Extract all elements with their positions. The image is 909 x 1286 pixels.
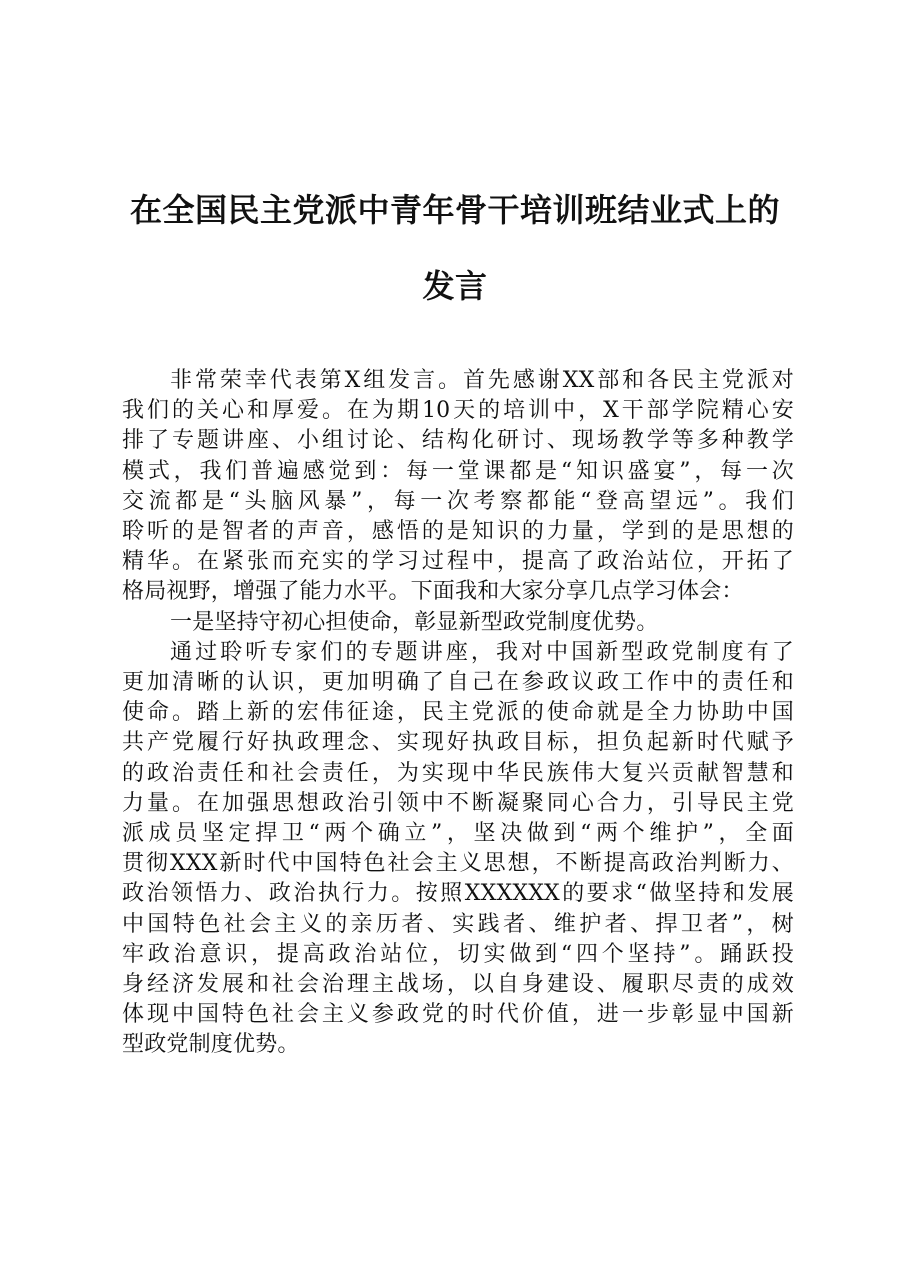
paragraph-line: 通过聆听专家们的专题讲座，我对中国新型政党制度有了 bbox=[170, 639, 794, 665]
paragraph-line: 格局视野，增强了能力水平。下面我和大家分享几点学习体会： bbox=[122, 579, 744, 605]
paragraph-line: 排了专题讲座、小组讨论、结构化研讨、现场教学等多种教学 bbox=[122, 428, 794, 454]
paragraph bbox=[122, 638, 794, 1061]
paragraph-line: 非常荣幸代表第X组发言。首先感谢XX部和各民主党派对 bbox=[170, 368, 794, 393]
paragraph-line: 模式，我们普遍感觉到：每一堂课都是“知识盛宴”，每一次 bbox=[122, 458, 794, 484]
paragraph-line: 精华。在紧张而充实的学习过程中，提高了政治站位，开拓了 bbox=[122, 549, 794, 575]
paragraph-line: 派成员坚定捍卫“两个确立”，坚决做到“两个维护”，全面 bbox=[122, 821, 794, 847]
paragraph-line: 牢政治意识，提高政治站位，切实做到“四个坚持”。踊跃投 bbox=[122, 941, 794, 967]
paragraph-line: 共产党履行好执政理念、实现好执政目标，担负起新时代赋予 bbox=[122, 730, 794, 756]
paragraph-line: 一是坚持守初心担使命，彰显新型政党制度优势。 bbox=[170, 609, 659, 635]
document-title bbox=[110, 172, 800, 324]
paragraph-line: 贯彻XXX新时代中国特色社会主义思想，不断提高政治判断力、 bbox=[122, 851, 794, 877]
paragraph-line: 中国特色社会主义的亲历者、实践者、维护者、捍卫者”，树 bbox=[122, 911, 794, 937]
paragraph-line: 交流都是“头脑风暴”，每一次考察都能“登高望远”。我们 bbox=[122, 488, 794, 514]
title-line-1: 在全国民主党派中青年骨干培训班结业式上的 bbox=[129, 191, 780, 229]
paragraph-line: 力量。在加强思想政治引领中不断凝聚同心合力，引导民主党 bbox=[122, 790, 794, 816]
title-line-2: 发言 bbox=[422, 267, 488, 305]
paragraph-line: 的政治责任和社会责任，为实现中华民族伟大复兴贡献智慧和 bbox=[122, 760, 794, 786]
paragraph-line: 聆听的是智者的声音，感悟的是知识的力量，学到的是思想的 bbox=[122, 519, 794, 545]
paragraph bbox=[122, 608, 794, 638]
paragraph-line: 体现中国特色社会主义参政党的时代价值，进一步彰显中国新 bbox=[122, 1002, 794, 1028]
paragraph-line: 身经济发展和社会治理主战场，以自身建设、履职尽责的成效 bbox=[122, 972, 794, 998]
document-body bbox=[122, 366, 794, 1061]
paragraph-line: 使命。踏上新的宏伟征途，民主党派的使命就是全力协助中国 bbox=[122, 700, 794, 726]
paragraph-line: 型政党制度优势。 bbox=[122, 1032, 300, 1058]
paragraph-line: 我们的关心和厚爱。在为期10天的培训中，X干部学院精心安 bbox=[122, 398, 794, 424]
paragraph-line: 更加清晰的认识，更加明确了自己在参政议政工作中的责任和 bbox=[122, 670, 794, 696]
paragraph-line: 政治领悟力、政治执行力。按照XXXXXX的要求“做坚持和发展 bbox=[122, 881, 794, 907]
paragraph bbox=[122, 366, 794, 608]
